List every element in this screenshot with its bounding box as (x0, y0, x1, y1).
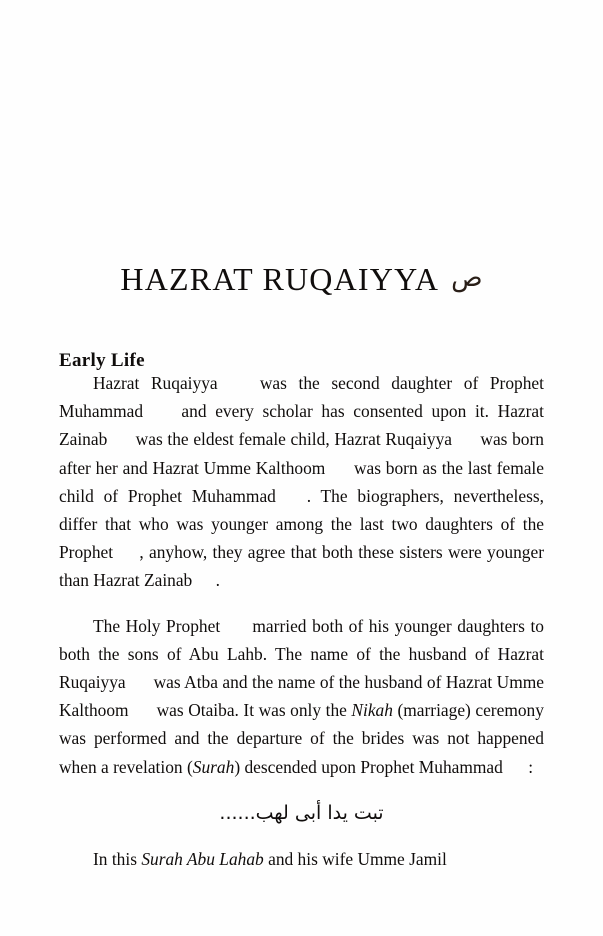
p2-run-2: married both of his younger daughters to both the sons of Abu Lahb. The name of the husband of Hazrat Ruqaiyya (59, 615, 544, 693)
p2-run-1: The Holy Prophet (93, 615, 221, 636)
section-heading-early-life: Early Life (59, 349, 145, 371)
p1-run-3: and every scholar has consented upon it. Hazrat Zainab (59, 401, 544, 450)
term-nikah: Nikah (351, 700, 393, 721)
term-surah-abu-lahab: Surah Abu Lahab (141, 848, 264, 869)
p1-run-4: was the eldest female child, Hazrat Ruqaiyya (135, 429, 453, 450)
p3-run-2: and his wife Umme Jamil (268, 848, 447, 869)
chapter-title (0, 259, 603, 299)
term-surah: Surah (192, 756, 235, 777)
honorific-icon (120, 546, 137, 560)
body-text-block (59, 369, 544, 873)
p1-run-1: Hazrat Ruqaiyya (93, 373, 218, 393)
honorific-icon (228, 620, 245, 634)
p1-run-8: , anyhow, they agree that both these sisters were younger than Hazrat Zainab (59, 542, 544, 591)
honorific-icon (135, 704, 150, 718)
honorific-icon (132, 676, 147, 690)
p2-run-7: : (528, 756, 534, 777)
honorific-icon (154, 405, 171, 419)
paragraph-3 (59, 845, 544, 873)
honorific-icon (459, 433, 474, 447)
p1-run-2: was the second daughter of Prophet Muhammad (59, 373, 544, 422)
arabic-verse-line: تبت يدا أبى لهب...... (219, 801, 384, 824)
p1-run-7: . The biographers, nevertheless, differ that who was younger among the last two daughters of the Prophet (59, 485, 544, 563)
p3-run-1: In this (93, 848, 137, 869)
p2-run-4: was Otaiba. It was only the (156, 700, 347, 721)
p2-run-6: ) descended upon Prophet Muhammad (234, 756, 503, 777)
honorific-icon (114, 433, 129, 447)
radiyallahu-anha-symbol-icon: ص (451, 263, 483, 294)
p1-run-6: was born as the last female child of Prophet Muhammad (59, 457, 544, 506)
honorific-icon (288, 490, 305, 504)
p1-run-5: was born after her and Hazrat Umme Kalthoom (59, 429, 544, 478)
honorific-icon (199, 574, 214, 588)
p2-run-5: (marriage) ceremony was performed and the departure of the brides was not happened when a revelation ( (59, 700, 544, 777)
paragraph-1 (59, 369, 544, 595)
honorific-icon (332, 462, 347, 476)
chapter-title-text: HAZRAT RUQAIYYA (120, 261, 440, 298)
p2-run-3: was Atba and the name of the husband of Hazrat Umme Kalthoom (59, 672, 544, 721)
honorific-icon (231, 377, 246, 391)
honorific-icon (509, 761, 526, 775)
p1-run-9: . (215, 570, 220, 591)
paragraph-2 (59, 612, 544, 781)
honorific-icon (453, 853, 468, 867)
